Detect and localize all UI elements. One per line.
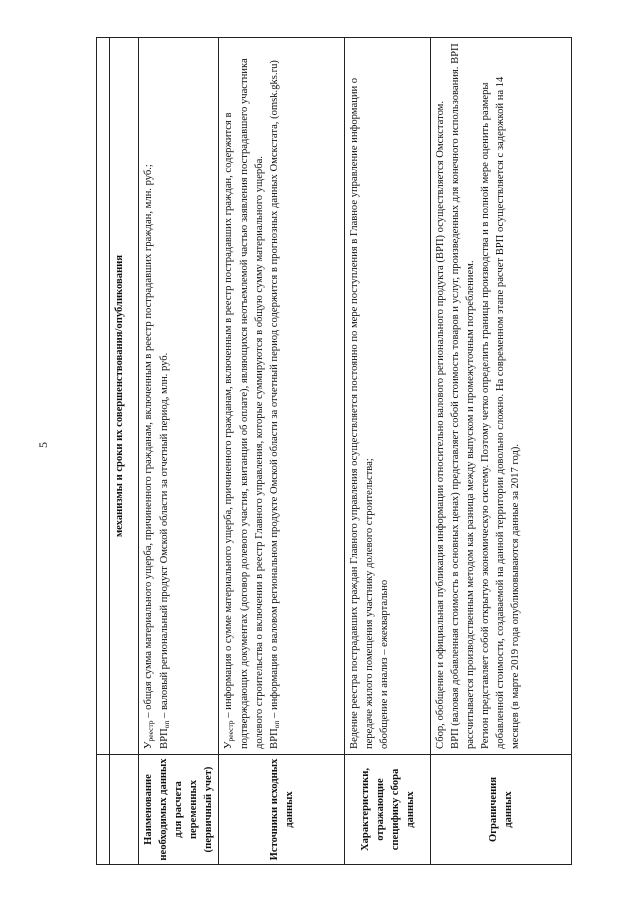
- table-header-row: [110, 38, 139, 865]
- content-line: обобщение и анализ – ежеквартально: [379, 579, 391, 749]
- table-row: [345, 38, 431, 865]
- table-row: [431, 38, 572, 865]
- table-header: механизмы и сроки их совершенствования/опубликования: [110, 38, 139, 755]
- table-row: [219, 38, 345, 865]
- row-content: [431, 38, 572, 755]
- content-line: $ВРП_{оп}$ – валовый региональный продукт Омской области за отчетный период, млн. руб.: [158, 352, 171, 749]
- content-line: ВРП (валовая добавленная стоимость в основных ценах) представляет собой стоимость товаров и услуг, произведенных для конечного использования. ВРП рассчитывается производственным методом как разница между выпуском и промежуточным потреблением.: [450, 43, 477, 749]
- row-label: Характеристики, отражающие специфику сбора данных: [345, 755, 431, 865]
- row-content: [345, 38, 431, 755]
- content-line: Ведение реестра пострадавших граждан Главного управления осуществляется постоянно по мере поступления в Главное управление информации о передаче жилого помещения участнику долевого строительства;: [349, 77, 376, 749]
- page-number: 5: [36, 442, 50, 448]
- rotated-page: [96, 37, 572, 865]
- row-label: Наименование необходимых данных для расчета переменных (первичный учет): [139, 755, 219, 865]
- content-line: $У_{реестр}$ – общая сумма материального ущерба, причиненного гражданам, включенным в реестр пострадавших граждан, млн. руб.;: [143, 164, 155, 749]
- content-line: $ВРП_{оп}$ – информация о валовом региональном продукте Омской области за отчетный период содержится в прогнозных данных Омскстата, (omsk.gks.ru): [268, 60, 281, 749]
- row-label: Ограничения данных: [431, 755, 572, 865]
- row-content: [139, 38, 219, 755]
- table-top-row: [97, 38, 110, 865]
- content-line: Сбор, обобщение и официальная публикация информации относительно валового регионального продукта (ВРП) осуществляется Омскстатом.: [435, 100, 447, 749]
- content-line: Регион представляет собой открытую экономическую систему. Поэтому четко определить границы производства и в полной мере оценить размеры добавленной стоимости, создаваемой на данной территории довольно сложно. На современном этапе расчет ВРП осуществляется с задержкой на 14 месяцев (в марте 2019 года опубликовываются данные за 2017 год).: [480, 76, 522, 749]
- row-content: [219, 38, 345, 755]
- table-row: [139, 38, 219, 865]
- row-label: Источники исходных данных: [219, 755, 345, 865]
- content-line: $У_{реестр}$ – информация о сумме материального ущерба, причиненного гражданам, включенным в реестр пострадавших граждан, содержится в подтверждающих документах (договор долевого участия, квитанции об оплате), являющихся неотъемлемой частью заявления пострадавшего участника долевого строительства о включении в реестр Главного управления, которые суммируются в общую сумму материального ущерба.: [223, 58, 265, 749]
- passport-table: [96, 37, 572, 865]
